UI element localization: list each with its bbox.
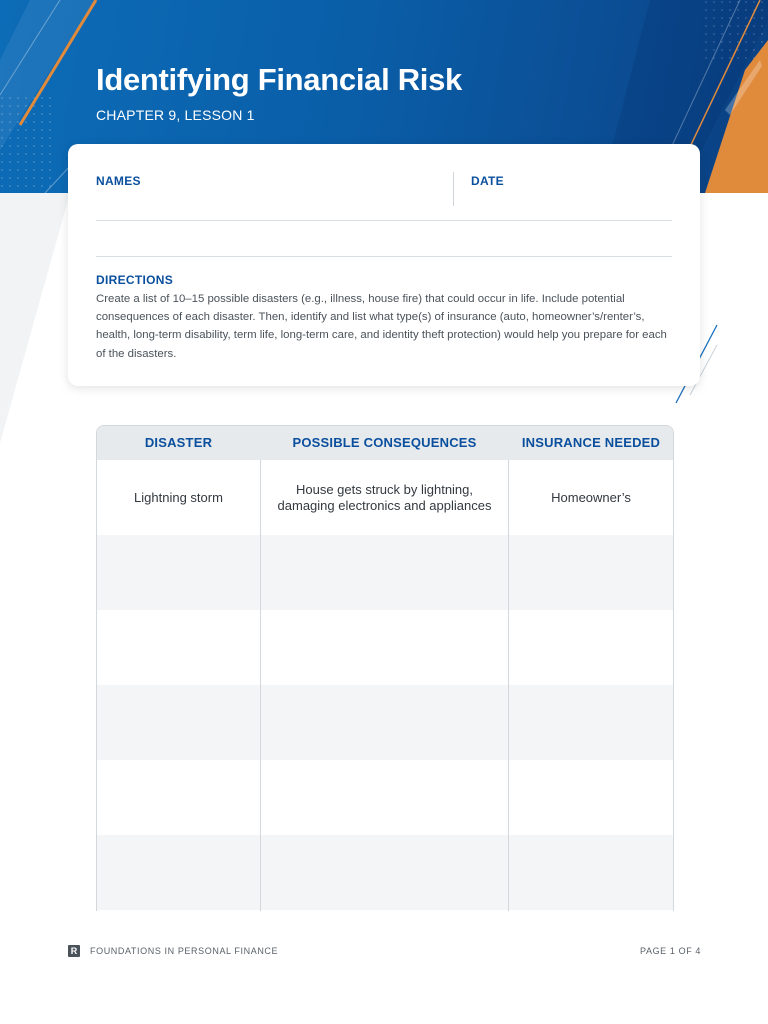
table-row — [97, 460, 673, 535]
insurance-cell[interactable]: Homeowner’s — [551, 489, 631, 505]
insurance-cell[interactable] — [509, 760, 673, 835]
field-divider — [453, 172, 454, 206]
names-writing-line — [96, 220, 672, 221]
disaster-cell[interactable] — [97, 835, 260, 910]
table-row — [97, 535, 673, 610]
info-card — [68, 144, 700, 386]
insurance-cell[interactable] — [509, 685, 673, 760]
insurance-cell[interactable] — [509, 610, 673, 685]
disaster-cell[interactable] — [97, 760, 260, 835]
names-label: NAMES — [96, 174, 141, 188]
footer-page-number: PAGE 1 OF 4 — [640, 946, 701, 956]
chapter-lesson-label: CHAPTER 9, LESSON 1 — [96, 107, 255, 123]
insurance-cell[interactable] — [509, 835, 673, 910]
column-divider — [508, 460, 509, 911]
consequences-cell[interactable]: House gets struck by lightning, damaging electronics and appliances — [277, 481, 492, 513]
header-possible-consequences: POSSIBLE CONSEQUENCES — [292, 435, 477, 450]
consequences-cell[interactable] — [260, 610, 509, 685]
insurance-cell[interactable] — [509, 535, 673, 610]
consequences-cell[interactable] — [260, 760, 509, 835]
header-insurance-needed: INSURANCE NEEDED — [521, 435, 661, 450]
names-writing-line-2 — [96, 256, 672, 257]
ramsey-logo-icon: R — [68, 945, 80, 957]
page-title: Identifying Financial Risk — [96, 62, 462, 97]
table-row — [97, 610, 673, 685]
worksheet-table — [96, 425, 674, 911]
table-row — [97, 760, 673, 835]
consequences-cell[interactable] — [260, 685, 509, 760]
directions-heading: DIRECTIONS — [96, 273, 174, 287]
table-row — [97, 685, 673, 760]
directions-text: Create a list of 10–15 possible disasters (e.g., illness, house fire) that could occur in life. Include potential consequences of each disaster. Then, identify and list what type(s) of insurance (auto, homeowner’s/renter’s, health, long-term disability, term life, long-term care, and identity theft protection) would help you prepare for each of the disasters. — [96, 293, 667, 360]
disaster-cell[interactable] — [97, 535, 260, 610]
consequences-cell[interactable] — [260, 535, 509, 610]
table-header — [97, 426, 673, 460]
date-label: DATE — [471, 174, 504, 188]
disaster-cell[interactable] — [97, 610, 260, 685]
footer-course-name: FOUNDATIONS IN PERSONAL FINANCE — [90, 946, 279, 956]
disaster-cell[interactable]: Lightning storm — [134, 489, 223, 505]
table-row — [97, 835, 673, 910]
column-divider — [260, 460, 261, 911]
header-disaster: DISASTER — [144, 435, 213, 450]
disaster-cell[interactable] — [97, 685, 260, 760]
consequences-cell[interactable] — [260, 835, 509, 910]
